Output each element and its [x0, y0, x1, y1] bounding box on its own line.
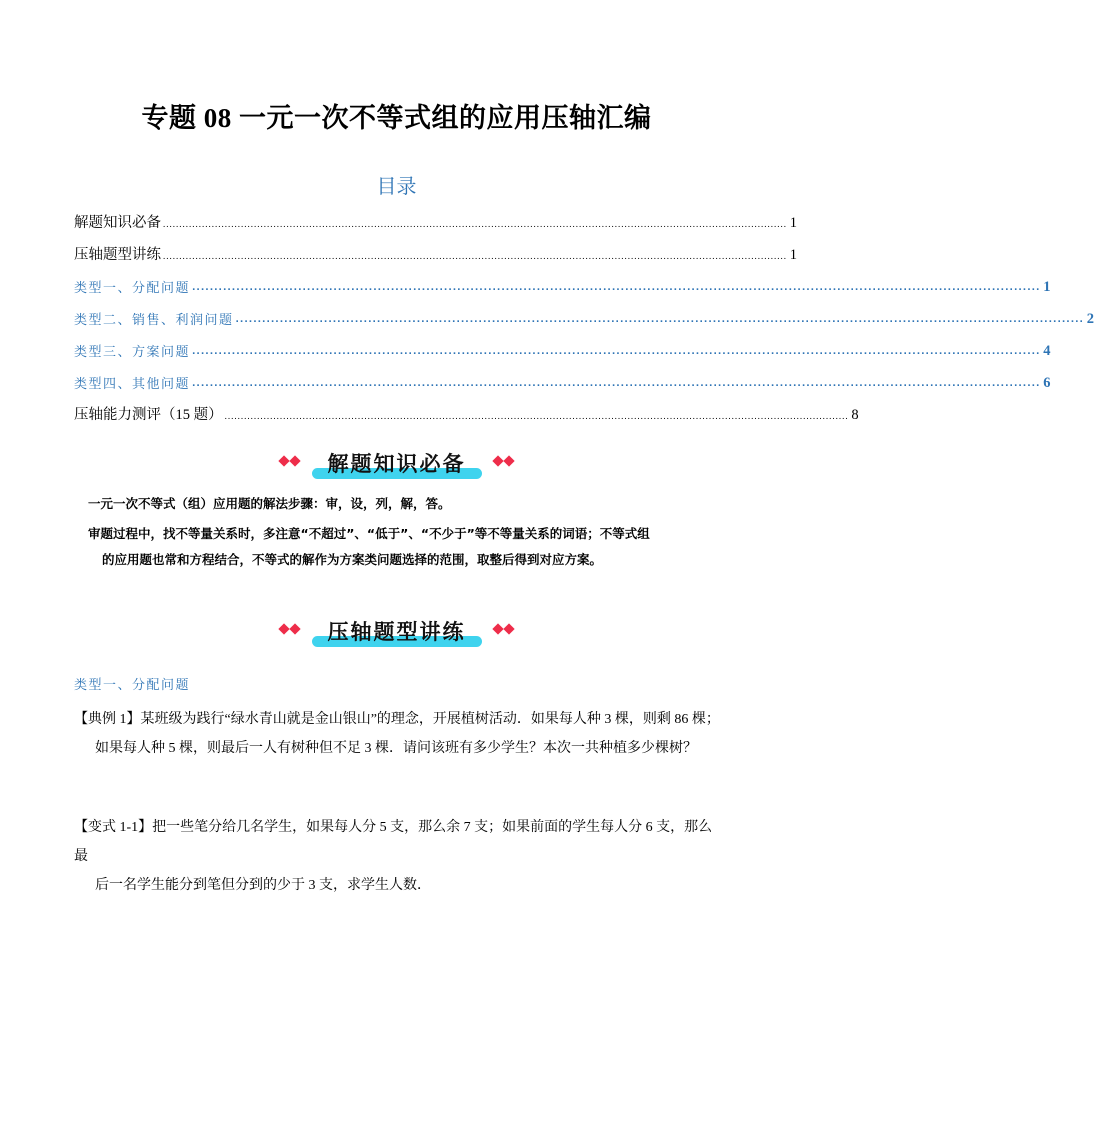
section-banner [0, 614, 793, 654]
toc-leader-dots: ................................................................................................................................................................................................ [163, 219, 787, 229]
toc-entry[interactable] [74, 232, 797, 264]
problem-tag: 【典例 1】 [74, 712, 141, 727]
toc-entry-label: 类型三、方案问题 [74, 345, 191, 360]
toc-entry[interactable] [74, 296, 1094, 328]
guidance-text-line2: 的应用题也常和方程结合，不等式的解作为方案类问题选择的范围，取整后得到对应方案。 [102, 552, 603, 567]
toc-entry-label: 类型四、其他问题 [74, 377, 191, 392]
toc-entry-page: 6 [1043, 375, 1051, 391]
section-banner [0, 446, 793, 486]
diamond-icon [492, 624, 518, 636]
section-heading: 压轴题型讲练 [327, 620, 466, 644]
toc-entry-page: 8 [851, 407, 859, 423]
toc-entry[interactable] [74, 360, 1051, 392]
problem-text-line2: 如果每人种 5 棵，则最后一人有树种但不足 3 棵．请问该班有多少学生？本次一共种植多少棵树？ [95, 741, 697, 756]
toc-leader-dots: ................................................................................................................................................................................................ [192, 283, 1041, 293]
table-of-contents [74, 200, 1094, 424]
example-problem [74, 705, 724, 763]
problem-tag: 【变式 1-1】 [74, 820, 153, 835]
toc-entry-label: 类型一、分配问题 [74, 281, 191, 296]
toc-leader-dots: ................................................................................................................................................................................................ [235, 315, 1084, 325]
toc-entry[interactable] [74, 392, 859, 424]
toc-entry-page: 2 [1086, 311, 1094, 327]
problem-text-line1: 把一些笔分给几名学生，如果每人分 5 支，那么余 7 支；如果前面的学生每人分 6 支，那么最 [74, 820, 713, 864]
toc-entry-page: 1 [789, 247, 797, 263]
toc-entry[interactable] [74, 328, 1051, 360]
variant-problem [74, 813, 724, 900]
toc-entry-label: 解题知识必备 [74, 215, 161, 231]
toc-leader-dots: ................................................................................................................................................................................................ [224, 411, 849, 421]
toc-entry-label: 类型二、销售、利润问题 [74, 313, 234, 328]
diamond-icon [492, 456, 518, 468]
toc-entry-label: 压轴题型讲练 [74, 247, 161, 263]
problem-text-line2: 后一名学生能分到笔但分到的少于 3 支，求学生人数． [95, 878, 431, 893]
toc-entry[interactable] [74, 200, 797, 232]
toc-heading: 目录 [376, 174, 417, 198]
toc-entry-page: 1 [1043, 279, 1051, 295]
section-heading: 解题知识必备 [327, 452, 466, 476]
problem-text-line1: 某班级为践行“绿水青山就是金山银山”的理念，开展植树活动．如果每人种 3 棵，则剩 86 棵； [140, 712, 720, 727]
guidance-text-line1: 审题过程中，找不等量关系时，多注意“不超过”、“低于”、“不少于”等不等量关系的词语；不等式组 [88, 526, 650, 541]
type-heading: 类型一、分配问题 [74, 678, 191, 693]
toc-entry-page: 4 [1043, 343, 1051, 359]
toc-entry[interactable] [74, 264, 1051, 296]
toc-entry-page: 1 [789, 215, 797, 231]
method-steps-text: 一元一次不等式（组）应用题的解法步骤：审，设，列，解，答。 [88, 496, 451, 511]
toc-leader-dots: ................................................................................................................................................................................................ [192, 379, 1041, 389]
toc-leader-dots: ................................................................................................................................................................................................ [163, 251, 787, 261]
document-title: 专题 08 一元一次不等式组的应用压轴汇编 [141, 103, 652, 133]
toc-leader-dots: ................................................................................................................................................................................................ [192, 347, 1041, 357]
toc-entry-label: 压轴能力测评（15 题） [74, 407, 223, 423]
